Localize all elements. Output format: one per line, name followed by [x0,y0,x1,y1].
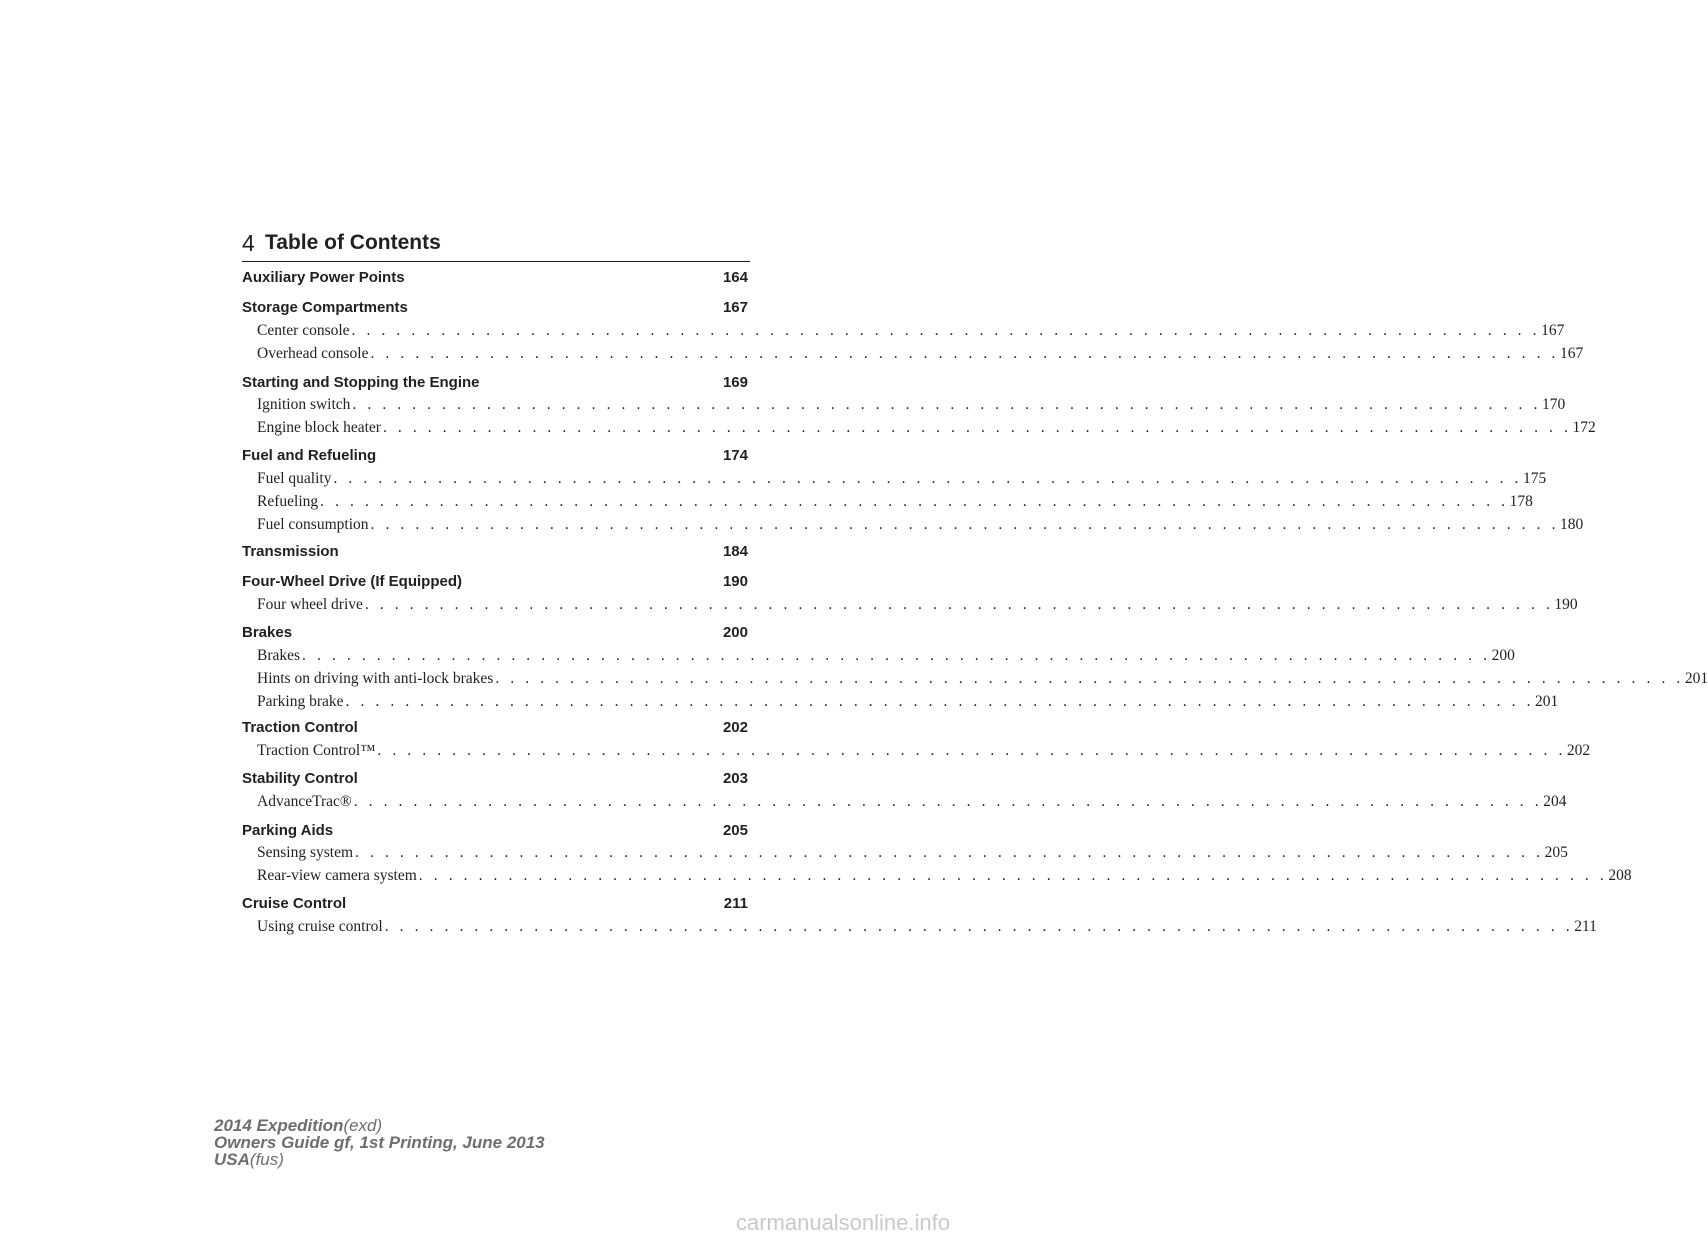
dot-leader: . . . . . . . . . . . . . . . . . . . . . . . . . . . . . . . . . . . . . . . . . . . . . . . . . . . . . . . . . . . . . . . . . . . . . . . . . . . . . . . . [364,596,1554,613]
toc-section-cruise-control[interactable] [242,892,750,916]
section-page: 202 [722,719,748,736]
entry-title: Rear-view camera system [257,867,417,884]
toc-section-transmission[interactable] [242,540,750,564]
section-page: 184 [722,543,748,560]
entry-title: Traction Control™ [257,742,376,759]
toc-section-parking-aids[interactable] [242,819,750,843]
section-title: Parking Aids [242,822,334,839]
footer-line-model [214,1117,545,1134]
entry-page: 190 [1554,596,1578,613]
dot-leader: . . . . . . . . . . . . . . . . . . . . . . . . . . . . . . . . . . . . . . . . . . . . . . . . . . . . . . . . . . . . . . . . . . . . . . . . . . . . . . . . [351,322,1541,339]
entry-title: Refueling [257,493,319,510]
entry-page: 211 [1574,918,1597,935]
section-title: Transmission [242,543,339,560]
dot-leader: . . . . . . . . . . . . . . . . . . . . . . . . . . . . . . . . . . . . . . . . . . . . . . . . . . . . . . . . . . . . . . . . . . . . . . . . . . . . . . . . [370,516,1560,533]
toc-entry-sensing-system[interactable] [257,841,1568,865]
toc-section-auxiliary-power-points[interactable] [242,266,750,290]
section-title: Auxiliary Power Points [242,269,405,286]
section-title: Stability Control [242,770,358,787]
toc-section-stability-control[interactable] [242,767,750,791]
section-page: 167 [722,299,748,316]
entry-page: 172 [1572,419,1596,436]
entry-page: 204 [1543,793,1567,810]
section-title: Storage Compartments [242,299,408,316]
page-header [242,229,750,262]
section-page: 203 [722,770,748,787]
entry-title: Center console [257,322,350,339]
section-page: 169 [722,374,748,391]
dot-leader: . . . . . . . . . . . . . . . . . . . . . . . . . . . . . . . . . . . . . . . . . . . . . . . . . . . . . . . . . . . . . . . . . . . . . . . . . . . . . . . . [382,419,1572,436]
toc-entry-fuel-consumption[interactable] [257,513,1584,537]
entry-page: 205 [1544,844,1568,861]
dot-leader: . . . . . . . . . . . . . . . . . . . . . . . . . . . . . . . . . . . . . . . . . . . . . . . . . . . . . . . . . . . . . . . . . . . . . . . . . . . . . . . . [345,693,1535,710]
toc-entry-fuel-quality[interactable] [257,467,1547,491]
toc-entry-engine-block-heater[interactable] [257,416,1596,440]
toc-entry-refueling[interactable] [257,490,1533,514]
entry-title: Hints on driving with anti-lock brakes [257,670,494,687]
toc-section-four-wheel-drive[interactable] [242,570,750,594]
toc-section-fuel-refueling[interactable] [242,444,750,468]
entry-title: Parking brake [257,693,344,710]
page-title: Table of Contents [265,231,441,254]
toc-section-storage-compartments[interactable] [242,296,750,320]
toc-entry-traction-control[interactable] [257,739,1591,763]
dot-leader: . . . . . . . . . . . . . . . . . . . . . . . . . . . . . . . . . . . . . . . . . . . . . . . . . . . . . . . . . . . . . . . . . . . . . . . . . . . . . . . . [418,867,1608,884]
entry-page: 170 [1541,396,1566,413]
dot-leader: . . . . . . . . . . . . . . . . . . . . . . . . . . . . . . . . . . . . . . . . . . . . . . . . . . . . . . . . . . . . . . . . . . . . . . . . . . . . . . . . [320,493,1509,510]
section-title: Cruise Control [242,895,347,912]
entry-title: Engine block heater [257,419,381,436]
entry-title: Ignition switch [257,396,351,413]
section-page: 174 [722,447,748,464]
entry-page: 202 [1566,742,1591,759]
dot-leader: . . . . . . . . . . . . . . . . . . . . . . . . . . . . . . . . . . . . . . . . . . . . . . . . . . . . . . . . . . . . . . . . . . . . . . . . . . . . . . . . [355,844,1544,861]
document-footer [214,1117,545,1168]
entry-title: Brakes [257,647,301,664]
toc-entry-overhead-console[interactable] [257,342,1584,366]
entry-title: Fuel consumption [257,516,369,533]
footer-line-market [214,1151,545,1168]
footer-market: USA [214,1150,250,1169]
section-title: Fuel and Refueling [242,447,377,464]
toc-section-brakes[interactable] [242,621,750,645]
toc-section-starting-engine[interactable] [242,371,750,395]
section-title: Traction Control [242,719,358,736]
footer-model-code: (exd) [343,1116,383,1135]
section-page: 200 [722,624,748,641]
entry-page: 201 [1535,693,1559,710]
dot-leader: . . . . . . . . . . . . . . . . . . . . . . . . . . . . . . . . . . . . . . . . . . . . . . . . . . . . . . . . . . . . . . . . . . . . . . . . . . . . . . . . [377,742,1566,759]
section-title: Four-Wheel Drive (If Equipped) [242,573,462,590]
entry-title: Sensing system [257,844,354,861]
section-title: Brakes [242,624,293,641]
dot-leader: . . . . . . . . . . . . . . . . . . . . . . . . . . . . . . . . . . . . . . . . . . . . . . . . . . . . . . . . . . . . . . . . . . . . . . . . . . . . . . . . [333,470,1523,487]
section-title: Starting and Stopping the Engine [242,374,480,391]
entry-title: Fuel quality [257,470,332,487]
entry-page: 208 [1608,867,1632,884]
dot-leader: . . . . . . . . . . . . . . . . . . . . . . . . . . . . . . . . . . . . . . . . . . . . . . . . . . . . . . . . . . . . . . . . . . . . . . . . . . . . . . . . [384,918,1574,935]
section-page: 164 [722,269,748,286]
entry-page: 178 [1509,493,1533,510]
section-page: 211 [723,895,748,912]
entry-page: 201 [1684,670,1708,687]
entry-page: 200 [1491,647,1515,664]
toc-entry-advancetrac[interactable] [257,790,1567,814]
entry-title: AdvanceTrac® [257,793,352,810]
toc-entry-anti-lock-brakes[interactable] [257,667,1708,691]
toc-entry-brakes[interactable] [257,644,1515,668]
entry-page: 167 [1541,322,1565,339]
entry-page: 175 [1523,470,1547,487]
dot-leader: . . . . . . . . . . . . . . . . . . . . . . . . . . . . . . . . . . . . . . . . . . . . . . . . . . . . . . . . . . . . . . . . . . . . . . . . . . . . . . . . [370,345,1559,362]
entry-page: 167 [1560,345,1584,362]
toc-entry-using-cruise-control[interactable] [257,915,1597,939]
dot-leader: . . . . . . . . . . . . . . . . . . . . . . . . . . . . . . . . . . . . . . . . . . . . . . . . . . . . . . . . . . . . . . . . . . . . . . . . . . . . . . . . [495,670,1684,687]
footer-line-printing: Owners Guide gf, 1st Printing, June 2013 [214,1133,545,1152]
dot-leader: . . . . . . . . . . . . . . . . . . . . . . . . . . . . . . . . . . . . . . . . . . . . . . . . . . . . . . . . . . . . . . . . . . . . . . . . . . . . . . . . [352,396,1541,413]
entry-title: Four wheel drive [257,596,363,613]
entry-page: 180 [1560,516,1584,533]
toc-entry-four-wheel-drive[interactable] [257,593,1578,617]
toc-entry-parking-brake[interactable] [257,690,1559,714]
toc-entry-rear-view-camera[interactable] [257,864,1632,888]
entry-title: Overhead console [257,345,369,362]
dot-leader: . . . . . . . . . . . . . . . . . . . . . . . . . . . . . . . . . . . . . . . . . . . . . . . . . . . . . . . . . . . . . . . . . . . . . . . . . . . . . . . . [353,793,1543,810]
toc-section-traction-control[interactable] [242,716,750,740]
watermark: carmanualsonline.info [735,1210,950,1235]
page-number: 4 [242,230,255,256]
section-page: 190 [722,573,748,590]
entry-title: Using cruise control [257,918,383,935]
table-of-contents [242,264,1708,944]
footer-market-code: (fus) [249,1150,284,1169]
toc-entry-center-console[interactable] [257,319,1565,343]
section-page: 205 [722,822,748,839]
toc-entry-ignition-switch[interactable] [257,393,1566,417]
dot-leader: . . . . . . . . . . . . . . . . . . . . . . . . . . . . . . . . . . . . . . . . . . . . . . . . . . . . . . . . . . . . . . . . . . . . . . . . . . . . . . . . [302,647,1491,664]
footer-model: 2014 Expedition [214,1116,344,1135]
